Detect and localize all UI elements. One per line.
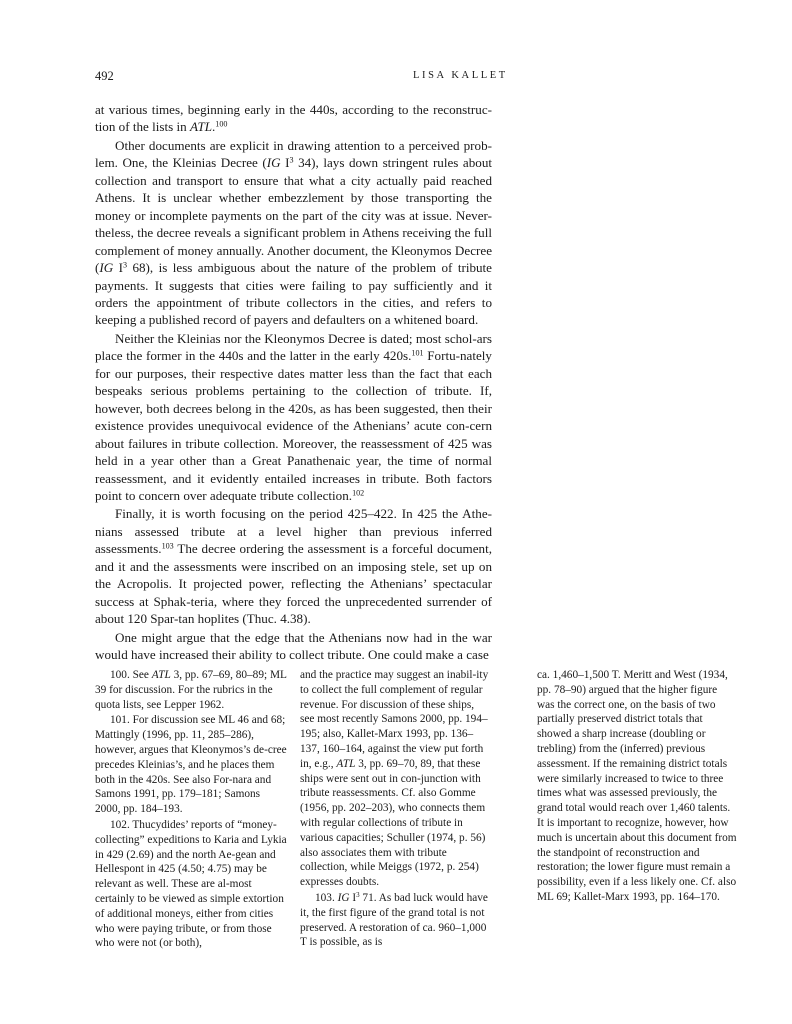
superscript: 3 bbox=[122, 260, 128, 270]
footnote-100 bbox=[95, 668, 287, 712]
footnotes bbox=[95, 668, 737, 952]
text-run: 34), lays down stringent rules about collection and transport to ensure that what a city actually paid reached Athens. It is unclear whether embezzlement by those transporting the money or incomplete payments on the part of the city was at issue. Never-theless, the decree reveals a significant problem in Athens receiving the full complement of money annually. Another document, the Kleonymos Decree ( bbox=[95, 155, 493, 276]
running-head: LISA KALLET bbox=[413, 70, 508, 81]
italic-run: ATL bbox=[189, 119, 213, 135]
page-number: 492 bbox=[95, 69, 114, 83]
footnote-102-continued bbox=[300, 668, 490, 890]
text-run: I bbox=[280, 155, 290, 171]
footnote-101 bbox=[95, 713, 287, 817]
footnote-ref[interactable]: 101 bbox=[411, 348, 424, 358]
text-run: 3, pp. 69–70, 89, that these ships were sent out in con-junction with tribute reassessments. Cf. also Gomme (1956, pp. 202–203), who connects them with regular collections of tribute in various capacities; Schuller (1974, p. 56) also associates them with tribute collection, while Meiggs (1972, p. 254) expresses doubts. bbox=[300, 757, 486, 889]
text-run: Finally, it is worth focusing on the period 425–422. In 425 the Athe-nians assessed tribute at a level higher than previous inferred assessments. bbox=[95, 506, 492, 557]
paragraph-1 bbox=[95, 101, 492, 136]
text-run: ca. 1,460–1,500 T. Meritt and West (1934, pp. 78–90) argued that the higher figure was the correct one, on the basis of two partially preserved district totals that showed a sharp increase (doubling or trebling) from the (inferred) previous assessment. If the remaining district totals were similarly increased to twice to three times what was assessed previously, the grand total would reach over 1,460 talents. It is important to recognize, however, how much is uncertain about this document from the standpoint of reconstruction and restoration; the lower figure must remain a possibility, even if a less likely one. Cf. also ML 69; Kallet-Marx 1993, pp. 164–170. bbox=[537, 669, 737, 903]
text-run: . bbox=[212, 119, 216, 135]
text-run: 100. See bbox=[110, 669, 152, 681]
text-run: and the practice may suggest an inabil-ity to collect the full complement of regular revenue. For discussion of these ships, see most recently Samons 2000, pp. 194–195; also, Kallet-Marx 1993, pp. 136–137, 160–164, against the view put forth in, e.g., bbox=[300, 669, 489, 770]
superscript: 3 bbox=[356, 891, 360, 900]
text-run: 103. bbox=[315, 891, 338, 904]
italic-run: IG bbox=[337, 891, 350, 904]
text-run: Neither the Kleinias nor the Kleonymos Decree is dated; most schol-ars place the former in the 440s and the latter in the early 420s. bbox=[95, 330, 492, 364]
italic-run: IG bbox=[266, 155, 281, 171]
text-run: One might argue that the edge that the Athenians now had in the war would have increased their ability to collect tribute. One could make a case bbox=[95, 629, 492, 663]
footnote-ref[interactable]: 100 bbox=[215, 120, 228, 129]
text-run: The decree ordering the assessment is a forceful document, and it and the assessments were inscribed on an imposing stele, set up on the Acropolis. It projected power, reflecting the Athenians’ spectacular success at Sphak-teria, where they forced the unprecedented surrender of about 120 Spar-tan hoplites (Thuc. 4.38). bbox=[95, 541, 492, 627]
italic-run: ATL bbox=[336, 757, 356, 770]
footnote-103 bbox=[300, 891, 490, 950]
footnote-103-continued bbox=[537, 668, 737, 905]
italic-run: IG bbox=[99, 260, 114, 276]
text-run: 71. As bad luck would have it, the first figure of the grand total is not preserved. A restoration of ca. 960–1,000 T is possible, as is bbox=[300, 891, 488, 949]
text-run: Fortu-nately for our purposes, their respective dates matter less than the fact that each bespeaks serious problems pertaining to the collection of tribute. If, however, both decrees belong in the 420s, as has been suggested, then their existence provides unequivocal evidence of the Athenians’ acute con-cern about failures in tribute collection. Moreover, the reassessment of 425 was held in a year other than a Great Panathenaic year, the time of normal reassessment, and it evidently entailed increases in tribute. Both factors point to concern over adequate tribute collection. bbox=[95, 348, 492, 503]
superscript: 3 bbox=[289, 155, 294, 165]
footnote-ref[interactable]: 103 bbox=[161, 541, 174, 551]
footnote-column-1 bbox=[95, 668, 287, 952]
footnote-102 bbox=[95, 818, 287, 951]
italic-run: ATL bbox=[151, 669, 171, 681]
text-run: Other documents are explicit in drawing attention to a perceived prob-lem. One, the Kleinias Decree ( bbox=[95, 137, 492, 171]
text-run: 102. Thucydides’ reports of “money-collecting” expeditions to Karia and Lykia in 429 (2.69) and the north Ae-gean and Hellespont in 425 (4.50; 4.75) may be relevant as well. These are al-most certainly to be viewed as simple extortion of additional moneys, either from cities who were paying tribute, or from those who were not (or both), bbox=[95, 818, 287, 950]
paragraph-4 bbox=[95, 505, 492, 627]
footnote-column-2 bbox=[300, 668, 490, 951]
text-run: I bbox=[113, 260, 123, 276]
paragraph-3 bbox=[95, 330, 492, 505]
text-run: I bbox=[349, 891, 357, 904]
footnote-column-3 bbox=[537, 668, 737, 906]
text-run: 101. For discussion see ML 46 and 68; Mattingly (1996, pp. 11, 285–286), however, argues that Kleonymos’s de-cree precedes Kleinias’s, and he places them both in the 420s. See also For-nara and Samons 1991, pp. 179–181; Samons 2000, pp. 184–193. bbox=[95, 714, 287, 816]
text-run: 68), is less ambiguous about the nature of the problem of tribute payments. It suggests that cities were failing to pay sufficiently and it orders the appointment of tribute collectors in the cities, and refers to keeping a published record of payers and defaulters on a whitened board. bbox=[95, 260, 492, 328]
footnote-ref[interactable]: 102 bbox=[352, 488, 365, 498]
main-text bbox=[95, 101, 492, 664]
text-run: at various times, beginning early in the 440s, according to the reconstruc-tion of the lists in bbox=[95, 102, 492, 135]
text-run: 3, pp. 67–69, 80–89; ML 39 for discussion. For the rubrics in the quota lists, see Lepper 1962. bbox=[95, 669, 287, 711]
paragraph-2 bbox=[95, 137, 492, 329]
paragraph-5 bbox=[95, 629, 492, 664]
